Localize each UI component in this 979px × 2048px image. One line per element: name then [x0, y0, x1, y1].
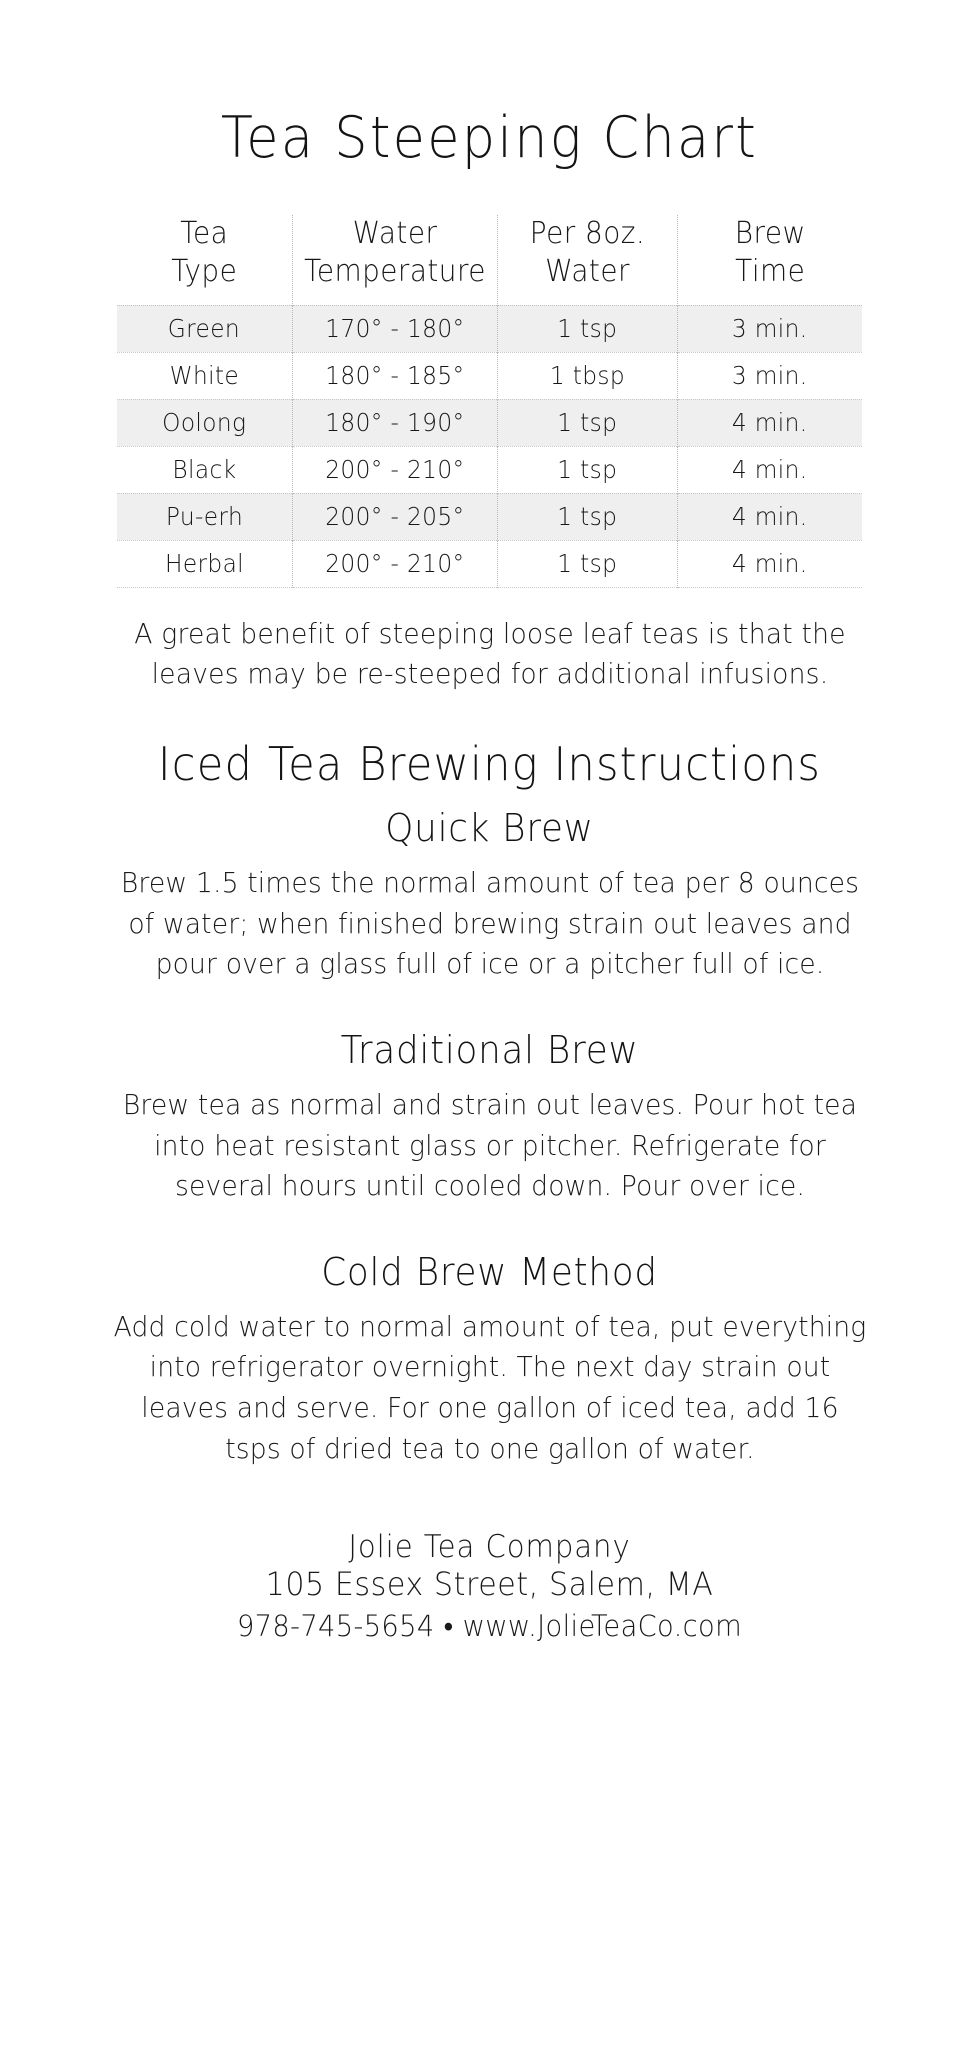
cell-brew-time: 4 min.: [731, 548, 808, 578]
cell-brew-time: 3 min.: [731, 313, 808, 343]
cell-brew-time: 3 min.: [731, 360, 808, 390]
method-text-quick-brew: Brew 1.5 times the normal amount of tea per 8 ounces of water; when finished brewing strain out leaves and pour over a glass full of ice or a pitcher full of ice.: [120, 866, 859, 981]
table-header-row: [117, 215, 862, 305]
column-header-line-2: Time: [734, 254, 805, 290]
cell-amount: 1 tsp: [497, 493, 677, 540]
cell-tea-type: White: [117, 352, 292, 399]
table-header: [117, 215, 862, 305]
cell-brew-time: 4 min.: [731, 501, 808, 531]
cell-amount: 1 tsp: [497, 540, 677, 587]
cell-amount: 1 tsp: [497, 446, 677, 493]
cell-brew-time: 4 min.: [731, 454, 808, 484]
company-address: 105 Essex Street, Salem, MA: [265, 1564, 714, 1603]
column-header-tea-type: [117, 215, 292, 305]
column-header-line-2: Type: [171, 254, 238, 290]
method-heading-quick-brew: Quick Brew: [385, 806, 594, 851]
cell-water-temperature: 170° - 180°: [292, 305, 497, 352]
table-row: [117, 399, 862, 446]
cell-brew-time: 4 min.: [731, 407, 808, 437]
cell-water-temperature: 200° - 205°: [292, 493, 497, 540]
method-text-traditional-brew: Brew tea as normal and strain out leaves. Pour hot tea into heat resistant glass or pitcher. Refrigerate for several hours until cooled down. Pour over ice.: [122, 1088, 857, 1203]
steeping-note: A great benefit of steeping loose leaf teas is that the leaves may be re-steeped for additional infusions.: [133, 616, 846, 690]
company-phone-website: 978-745-5654 • www.JolieTeaCo.com: [236, 1608, 743, 1643]
steeping-table: [117, 215, 862, 588]
column-header-line-1: Water: [352, 216, 437, 251]
cell-amount: 1 tbsp: [497, 352, 677, 399]
table-row: [117, 493, 862, 540]
column-header-per-8oz-water: [497, 215, 677, 305]
company-name: Jolie Tea Company: [348, 1529, 631, 1566]
cell-water-temperature: 200° - 210°: [292, 446, 497, 493]
cell-tea-type: Black: [117, 446, 292, 493]
cell-tea-type: Oolong: [117, 399, 292, 446]
cell-amount: 1 tsp: [497, 399, 677, 446]
table-row: [117, 540, 862, 587]
cell-tea-type: Pu-erh: [117, 493, 292, 540]
method-heading-traditional-brew: Traditional Brew: [340, 1028, 639, 1073]
cell-water-temperature: 180° - 185°: [292, 352, 497, 399]
column-header-water-temperature: [292, 215, 497, 305]
method-heading-cold-brew: Cold Brew Method: [321, 1249, 658, 1294]
cell-tea-type: Green: [117, 305, 292, 352]
column-header-line-1: Brew: [734, 216, 806, 251]
table-row: [117, 305, 862, 352]
column-header-line-1: Per 8oz.: [529, 216, 645, 251]
column-header-line-2: Temperature: [303, 254, 486, 290]
cell-water-temperature: 200° - 210°: [292, 540, 497, 587]
table-row: [117, 446, 862, 493]
method-text-cold-brew: Add cold water to normal amount of tea, put everything into refrigerator overnight. The next day strain out leaves and serve. For one gallon of iced tea, add 16 tsps of dried tea to one gallon of water.: [113, 1309, 866, 1465]
page-title: Tea Steeping Chart: [220, 105, 759, 171]
cell-amount: 1 tsp: [497, 305, 677, 352]
column-header-brew-time: [677, 215, 862, 305]
footer-contact-block: [60, 1529, 919, 1645]
cell-tea-type: Herbal: [117, 540, 292, 587]
iced-tea-section-heading: Iced Tea Brewing Instructions: [157, 737, 822, 792]
column-header-line-2: Water: [544, 254, 630, 290]
column-header-line-1: Tea: [180, 216, 229, 251]
table-body: [117, 305, 862, 587]
table-row: [117, 352, 862, 399]
cell-water-temperature: 180° - 190°: [292, 399, 497, 446]
